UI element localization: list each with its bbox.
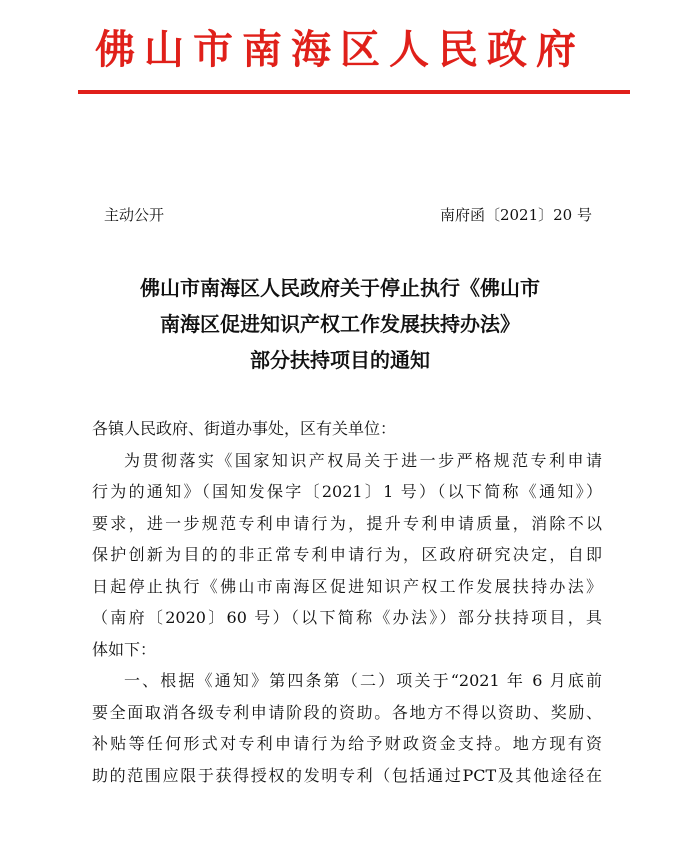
title-line: 部分扶持项目的通知 bbox=[250, 348, 430, 372]
paragraph-line: 体如下： bbox=[92, 639, 157, 659]
salutation: 各镇人民政府、街道办事处，区有关单位： bbox=[92, 419, 397, 438]
masthead-issuer: 佛山市南海区人民政府 bbox=[95, 27, 585, 73]
paragraph-line: 保护创新为目的的非正常专利申请行为，区政府研究决定，自即 bbox=[92, 545, 602, 564]
paragraph-line: 要求，进一步规范专利申请行为，提升专利申请质量，消除不以 bbox=[92, 513, 602, 533]
paragraph-line: （南府〔2020〕60 号）（以下简称《办法》）部分扶持项目，具 bbox=[92, 608, 602, 627]
title-line: 佛山市南海区人民政府关于停止执行《佛山市 bbox=[140, 276, 540, 300]
paragraph-line: 为贯彻落实《国家知识产权局关于进一步严格规范专利申请 bbox=[124, 450, 602, 470]
document-title bbox=[60, 270, 620, 378]
document-body bbox=[92, 413, 602, 791]
masthead-red-rule bbox=[78, 90, 630, 94]
document-number: 南府函〔2021〕20 号 bbox=[439, 206, 592, 224]
paragraph-line: 要全面取消各级专利申请阶段的资助。各地方不得以资助、奖励、 bbox=[92, 702, 602, 722]
paragraph-line: 补贴等任何形式对专利申请行为给予财政资金支持。地方现有资 bbox=[92, 734, 602, 753]
paragraph-line: 行为的通知》（国知发保字〔2021〕1 号）（以下简称《通知》） bbox=[92, 482, 602, 501]
paragraph-line: 助的范围应限于获得授权的发明专利（包括通过PCT及其他途径在 bbox=[92, 765, 602, 785]
paragraph-line: 日起停止执行《佛山市南海区促进知识产权工作发展扶持办法》 bbox=[92, 576, 602, 596]
title-line: 南海区促进知识产权工作发展扶持办法》 bbox=[160, 312, 520, 336]
paragraph-line: 一、根据《通知》第四条第（二）项关于“2021 年 6 月底前 bbox=[124, 671, 602, 690]
disclosure-level: 主动公开 bbox=[104, 206, 165, 224]
